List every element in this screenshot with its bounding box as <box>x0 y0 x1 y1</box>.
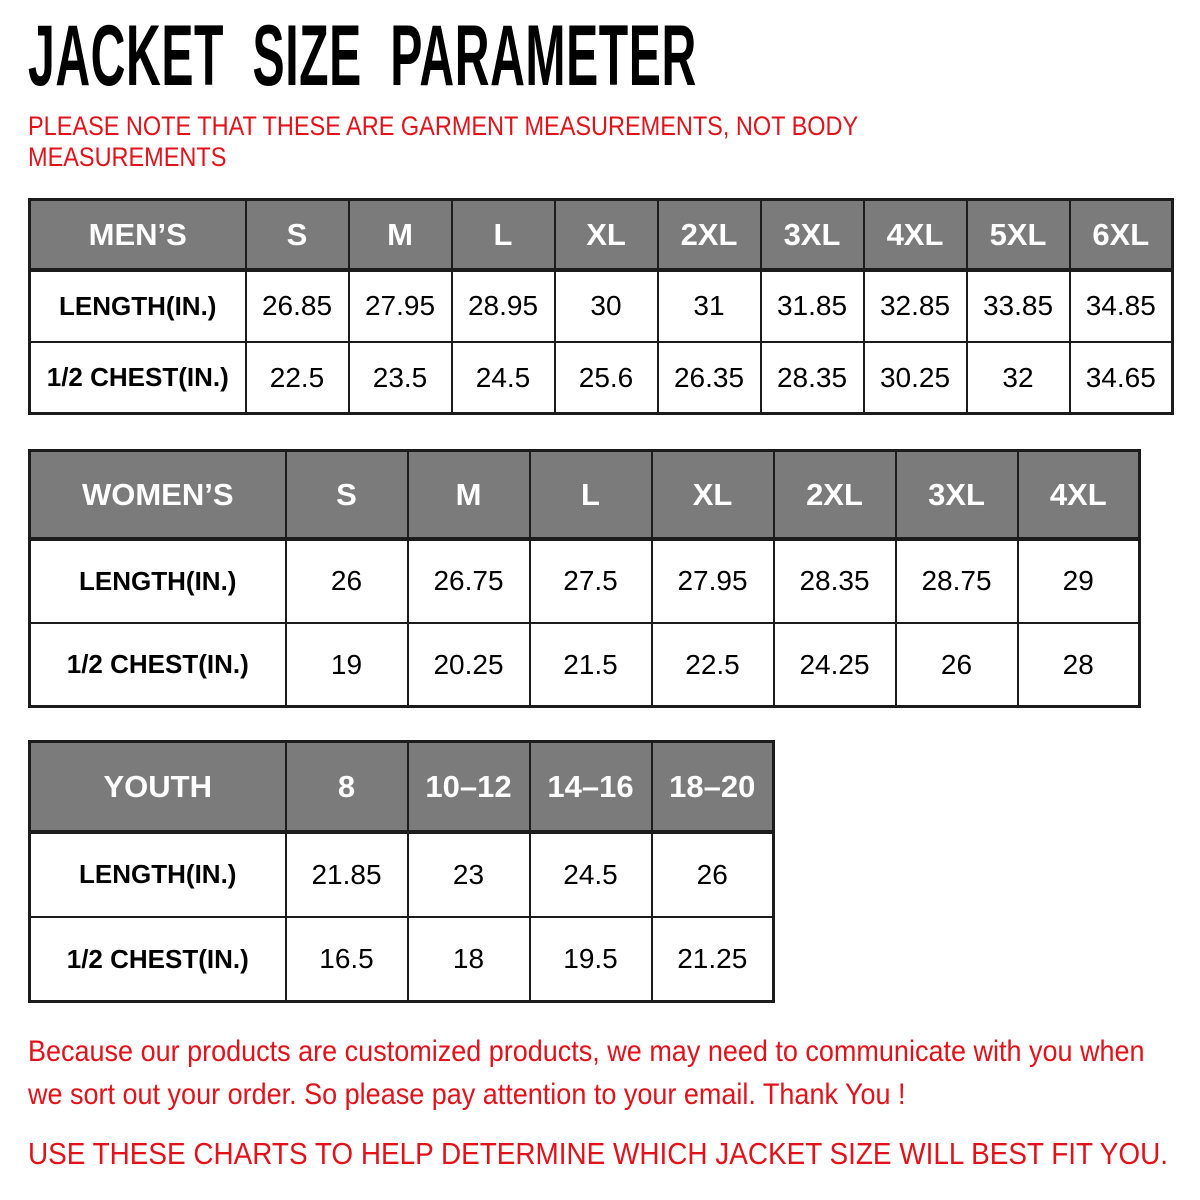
size-value-cell: 32 <box>967 342 1070 414</box>
size-value-cell: 21.5 <box>530 623 652 707</box>
size-column-header: 6XL <box>1070 200 1173 270</box>
row-label: LENGTH(IN.) <box>30 539 286 623</box>
mens-table-title: MEN’S <box>30 200 246 270</box>
size-value-cell: 28.75 <box>896 539 1018 623</box>
size-value-cell: 28.35 <box>774 539 896 623</box>
size-value-cell: 23.5 <box>349 342 452 414</box>
size-column-header: 2XL <box>774 451 896 539</box>
youth-size-table <box>28 740 775 1003</box>
size-column-header: L <box>530 451 652 539</box>
row-label: LENGTH(IN.) <box>30 270 246 342</box>
row-label: LENGTH(IN.) <box>30 832 286 917</box>
size-column-header: 14–16 <box>530 742 652 832</box>
size-value-cell: 24.5 <box>452 342 555 414</box>
size-column-header: M <box>408 451 530 539</box>
youth-table-title: YOUTH <box>30 742 286 832</box>
size-value-cell: 26 <box>652 832 774 917</box>
size-value-cell: 29 <box>1018 539 1140 623</box>
mens-header-row <box>30 200 1173 270</box>
womens-chest-row <box>30 623 1140 707</box>
chart-usage-advice: USE THESE CHARTS TO HELP DETERMINE WHICH JACKET SIZE WILL BEST FIT YOU. <box>28 1135 1169 1171</box>
customization-notice: Because our products are customized products, we may need to communicate with you when we sort out your order. So please pay attention to your email. Thank You ! <box>28 1035 1145 1112</box>
mens-size-table <box>28 198 1174 415</box>
youth-chest-row <box>30 917 774 1002</box>
size-value-cell: 27.5 <box>530 539 652 623</box>
size-column-header: 8 <box>286 742 408 832</box>
row-label: 1/2 CHEST(IN.) <box>30 342 246 414</box>
womens-size-table <box>28 449 1141 708</box>
size-value-cell: 23 <box>408 832 530 917</box>
size-value-cell: 30 <box>555 270 658 342</box>
size-value-cell: 18 <box>408 917 530 1002</box>
size-column-header: 3XL <box>896 451 1018 539</box>
size-value-cell: 34.85 <box>1070 270 1173 342</box>
size-value-cell: 26.35 <box>658 342 761 414</box>
mens-chest-row <box>30 342 1173 414</box>
size-value-cell: 20.25 <box>408 623 530 707</box>
size-value-cell: 28.95 <box>452 270 555 342</box>
size-value-cell: 26.75 <box>408 539 530 623</box>
row-label: 1/2 CHEST(IN.) <box>30 917 286 1002</box>
size-column-header: 4XL <box>864 200 967 270</box>
size-value-cell: 31.85 <box>761 270 864 342</box>
size-value-cell: 24.5 <box>530 832 652 917</box>
size-column-header: XL <box>555 200 658 270</box>
size-value-cell: 28.35 <box>761 342 864 414</box>
size-column-header: 4XL <box>1018 451 1140 539</box>
size-column-header: 3XL <box>761 200 864 270</box>
size-value-cell: 26 <box>896 623 1018 707</box>
size-value-cell: 24.25 <box>774 623 896 707</box>
mens-length-row <box>30 270 1173 342</box>
size-column-header: S <box>286 451 408 539</box>
size-value-cell: 19.5 <box>530 917 652 1002</box>
size-value-cell: 27.95 <box>349 270 452 342</box>
womens-table-title: WOMEN’S <box>30 451 286 539</box>
size-value-cell: 33.85 <box>967 270 1070 342</box>
size-column-header: 10–12 <box>408 742 530 832</box>
size-value-cell: 32.85 <box>864 270 967 342</box>
size-value-cell: 19 <box>286 623 408 707</box>
youth-length-row <box>30 832 774 917</box>
size-value-cell: 16.5 <box>286 917 408 1002</box>
youth-header-row <box>30 742 774 832</box>
size-value-cell: 31 <box>658 270 761 342</box>
garment-measurement-note: PLEASE NOTE THAT THESE ARE GARMENT MEASUREMENTS, NOT BODY MEASUREMENTS <box>28 111 858 173</box>
size-value-cell: 25.6 <box>555 342 658 414</box>
size-value-cell: 21.85 <box>286 832 408 917</box>
size-column-header: 18–20 <box>652 742 774 832</box>
size-value-cell: 26.85 <box>246 270 349 342</box>
size-column-header: S <box>246 200 349 270</box>
size-value-cell: 22.5 <box>246 342 349 414</box>
size-column-header: 2XL <box>658 200 761 270</box>
size-column-header: XL <box>652 451 774 539</box>
womens-header-row <box>30 451 1140 539</box>
size-value-cell: 21.25 <box>652 917 774 1002</box>
size-value-cell: 28 <box>1018 623 1140 707</box>
size-column-header: 5XL <box>967 200 1070 270</box>
womens-length-row <box>30 539 1140 623</box>
size-value-cell: 22.5 <box>652 623 774 707</box>
size-value-cell: 34.65 <box>1070 342 1173 414</box>
size-value-cell: 30.25 <box>864 342 967 414</box>
size-value-cell: 27.95 <box>652 539 774 623</box>
size-column-header: M <box>349 200 452 270</box>
size-column-header: L <box>452 200 555 270</box>
row-label: 1/2 CHEST(IN.) <box>30 623 286 707</box>
page-title: JACKET SIZE PARAMETER <box>28 8 697 104</box>
size-value-cell: 26 <box>286 539 408 623</box>
